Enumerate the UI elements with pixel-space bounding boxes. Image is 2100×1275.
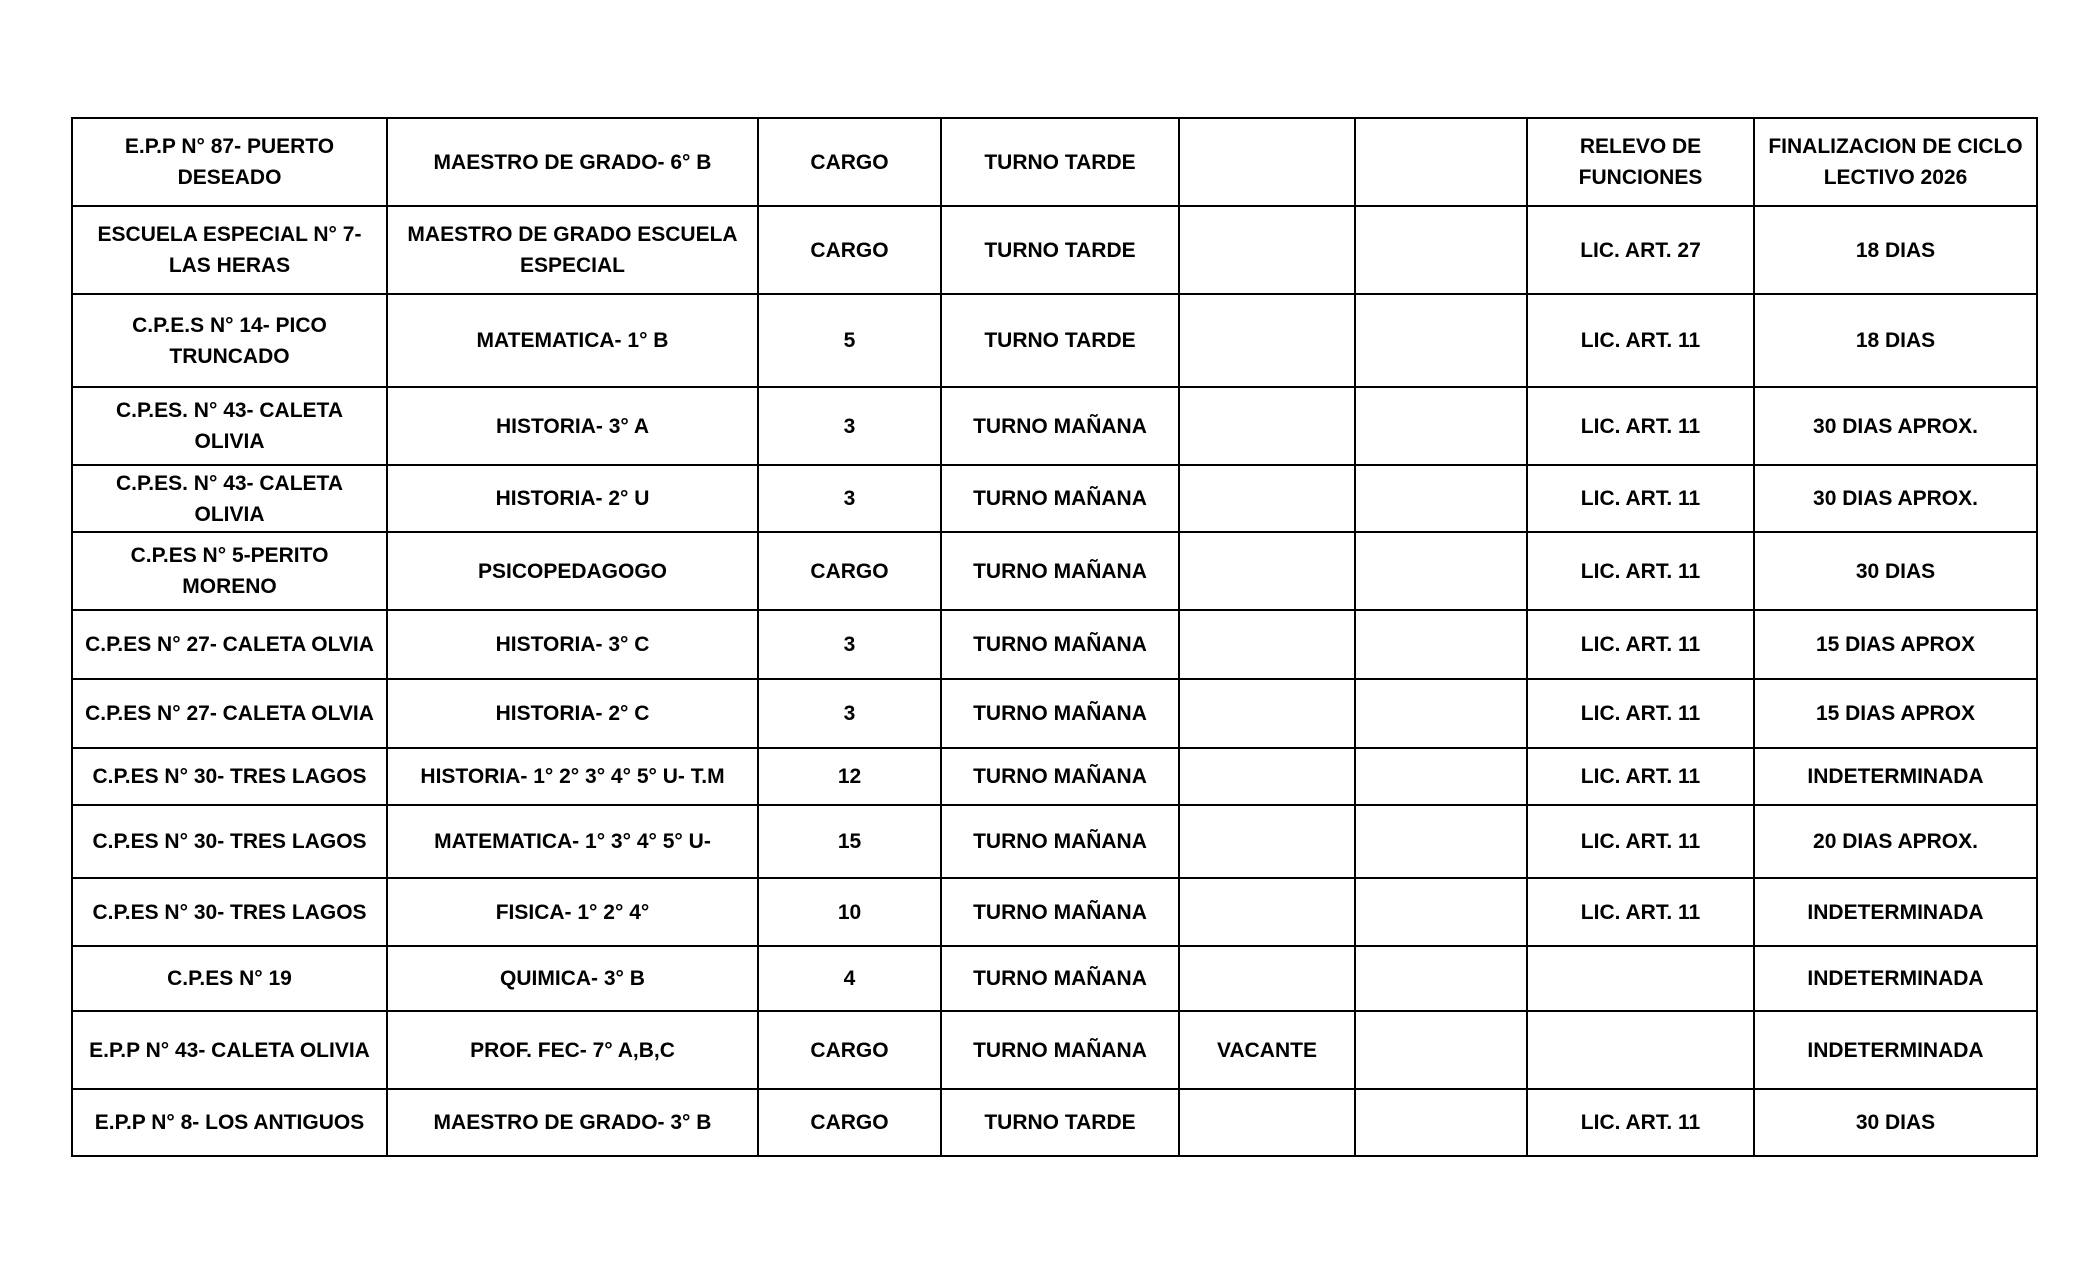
table-row — [72, 805, 2037, 878]
hours-cell: CARGO — [758, 1089, 941, 1156]
shift-cell: TURNO MAÑANA — [941, 679, 1179, 748]
status-cell — [1179, 610, 1355, 679]
subject-cell: MATEMATICA- 1° 3° 4° 5° U- — [387, 805, 758, 878]
reason-cell: LIC. ART. 11 — [1527, 294, 1754, 387]
status-cell — [1179, 878, 1355, 946]
shift-cell: TURNO MAÑANA — [941, 465, 1179, 532]
shift-cell: TURNO MAÑANA — [941, 748, 1179, 805]
extra-cell — [1355, 679, 1527, 748]
reason-cell: LIC. ART. 11 — [1527, 610, 1754, 679]
duration-cell: 30 DIAS — [1754, 1089, 2037, 1156]
reason-cell: LIC. ART. 11 — [1527, 387, 1754, 465]
hours-cell: CARGO — [758, 206, 941, 294]
duration-cell: 20 DIAS APROX. — [1754, 805, 2037, 878]
subject-cell: PSICOPEDAGOGO — [387, 532, 758, 610]
status-cell — [1179, 946, 1355, 1011]
reason-cell — [1527, 1011, 1754, 1089]
hours-cell: 3 — [758, 387, 941, 465]
status-cell — [1179, 1089, 1355, 1156]
subject-cell: MAESTRO DE GRADO- 3° B — [387, 1089, 758, 1156]
subject-cell: FISICA- 1° 2° 4° — [387, 878, 758, 946]
vacancies-table — [71, 117, 2038, 1157]
table-row — [72, 465, 2037, 532]
hours-cell: 10 — [758, 878, 941, 946]
duration-cell: 30 DIAS APROX. — [1754, 465, 2037, 532]
subject-cell: MAESTRO DE GRADO- 6° B — [387, 118, 758, 206]
extra-cell — [1355, 805, 1527, 878]
status-cell — [1179, 679, 1355, 748]
extra-cell — [1355, 1011, 1527, 1089]
table-row — [72, 946, 2037, 1011]
reason-cell: LIC. ART. 11 — [1527, 679, 1754, 748]
shift-cell: TURNO MAÑANA — [941, 1011, 1179, 1089]
school-cell: C.P.ES N° 30- TRES LAGOS — [72, 748, 387, 805]
school-cell: C.P.E.S N° 14- PICO TRUNCADO — [72, 294, 387, 387]
hours-cell: 4 — [758, 946, 941, 1011]
shift-cell: TURNO MAÑANA — [941, 805, 1179, 878]
school-cell: C.P.ES N° 5-PERITO MORENO — [72, 532, 387, 610]
duration-cell: INDETERMINADA — [1754, 946, 2037, 1011]
duration-cell: 18 DIAS — [1754, 206, 2037, 294]
table-body — [72, 118, 2037, 1156]
duration-cell: 15 DIAS APROX — [1754, 679, 2037, 748]
subject-cell: HISTORIA- 3° C — [387, 610, 758, 679]
hours-cell: 15 — [758, 805, 941, 878]
subject-cell: HISTORIA- 2° U — [387, 465, 758, 532]
table-row — [72, 610, 2037, 679]
hours-cell: CARGO — [758, 118, 941, 206]
table-row — [72, 206, 2037, 294]
hours-cell: 12 — [758, 748, 941, 805]
table-row — [72, 387, 2037, 465]
table-row — [72, 878, 2037, 946]
school-cell: ESCUELA ESPECIAL N° 7- LAS HERAS — [72, 206, 387, 294]
reason-cell: RELEVO DE FUNCIONES — [1527, 118, 1754, 206]
subject-cell: QUIMICA- 3° B — [387, 946, 758, 1011]
reason-cell: LIC. ART. 11 — [1527, 1089, 1754, 1156]
extra-cell — [1355, 118, 1527, 206]
extra-cell — [1355, 610, 1527, 679]
extra-cell — [1355, 465, 1527, 532]
hours-cell: 3 — [758, 465, 941, 532]
reason-cell: LIC. ART. 11 — [1527, 878, 1754, 946]
extra-cell — [1355, 946, 1527, 1011]
extra-cell — [1355, 206, 1527, 294]
reason-cell: LIC. ART. 11 — [1527, 748, 1754, 805]
shift-cell: TURNO TARDE — [941, 294, 1179, 387]
table-row — [72, 532, 2037, 610]
status-cell — [1179, 387, 1355, 465]
status-cell: VACANTE — [1179, 1011, 1355, 1089]
shift-cell: TURNO MAÑANA — [941, 946, 1179, 1011]
duration-cell: 18 DIAS — [1754, 294, 2037, 387]
shift-cell: TURNO MAÑANA — [941, 387, 1179, 465]
extra-cell — [1355, 387, 1527, 465]
subject-cell: MATEMATICA- 1° B — [387, 294, 758, 387]
extra-cell — [1355, 532, 1527, 610]
subject-cell: HISTORIA- 2° C — [387, 679, 758, 748]
duration-cell: FINALIZACION DE CICLO LECTIVO 2026 — [1754, 118, 2037, 206]
duration-cell: INDETERMINADA — [1754, 1011, 2037, 1089]
hours-cell: CARGO — [758, 1011, 941, 1089]
duration-cell: INDETERMINADA — [1754, 878, 2037, 946]
reason-cell: LIC. ART. 27 — [1527, 206, 1754, 294]
school-cell: C.P.ES N° 27- CALETA OLVIA — [72, 610, 387, 679]
school-cell: C.P.ES N° 19 — [72, 946, 387, 1011]
reason-cell: LIC. ART. 11 — [1527, 805, 1754, 878]
reason-cell: LIC. ART. 11 — [1527, 532, 1754, 610]
hours-cell: 5 — [758, 294, 941, 387]
subject-cell: HISTORIA- 1° 2° 3° 4° 5° U- T.M — [387, 748, 758, 805]
hours-cell: CARGO — [758, 532, 941, 610]
extra-cell — [1355, 1089, 1527, 1156]
status-cell — [1179, 294, 1355, 387]
table-row — [72, 294, 2037, 387]
shift-cell: TURNO MAÑANA — [941, 532, 1179, 610]
shift-cell: TURNO MAÑANA — [941, 878, 1179, 946]
status-cell — [1179, 206, 1355, 294]
school-cell: E.P.P N° 87- PUERTO DESEADO — [72, 118, 387, 206]
table-row — [72, 1011, 2037, 1089]
status-cell — [1179, 532, 1355, 610]
school-cell: E.P.P N° 8- LOS ANTIGUOS — [72, 1089, 387, 1156]
table-row — [72, 118, 2037, 206]
extra-cell — [1355, 748, 1527, 805]
status-cell — [1179, 748, 1355, 805]
subject-cell: HISTORIA- 3° A — [387, 387, 758, 465]
table-row — [72, 679, 2037, 748]
shift-cell: TURNO TARDE — [941, 1089, 1179, 1156]
school-cell: C.P.ES N° 30- TRES LAGOS — [72, 805, 387, 878]
subject-cell: PROF. FEC- 7° A,B,C — [387, 1011, 758, 1089]
school-cell: C.P.ES. N° 43- CALETA OLIVIA — [72, 387, 387, 465]
duration-cell: INDETERMINADA — [1754, 748, 2037, 805]
duration-cell: 15 DIAS APROX — [1754, 610, 2037, 679]
hours-cell: 3 — [758, 679, 941, 748]
school-cell: C.P.ES N° 27- CALETA OLVIA — [72, 679, 387, 748]
duration-cell: 30 DIAS — [1754, 532, 2037, 610]
status-cell — [1179, 465, 1355, 532]
status-cell — [1179, 805, 1355, 878]
reason-cell — [1527, 946, 1754, 1011]
extra-cell — [1355, 878, 1527, 946]
duration-cell: 30 DIAS APROX. — [1754, 387, 2037, 465]
subject-cell: MAESTRO DE GRADO ESCUELA ESPECIAL — [387, 206, 758, 294]
table-row — [72, 1089, 2037, 1156]
shift-cell: TURNO MAÑANA — [941, 610, 1179, 679]
shift-cell: TURNO TARDE — [941, 118, 1179, 206]
extra-cell — [1355, 294, 1527, 387]
shift-cell: TURNO TARDE — [941, 206, 1179, 294]
school-cell: E.P.P N° 43- CALETA OLIVIA — [72, 1011, 387, 1089]
table-row — [72, 748, 2037, 805]
school-cell: C.P.ES. N° 43- CALETA OLIVIA — [72, 465, 387, 532]
school-cell: C.P.ES N° 30- TRES LAGOS — [72, 878, 387, 946]
hours-cell: 3 — [758, 610, 941, 679]
status-cell — [1179, 118, 1355, 206]
reason-cell: LIC. ART. 11 — [1527, 465, 1754, 532]
